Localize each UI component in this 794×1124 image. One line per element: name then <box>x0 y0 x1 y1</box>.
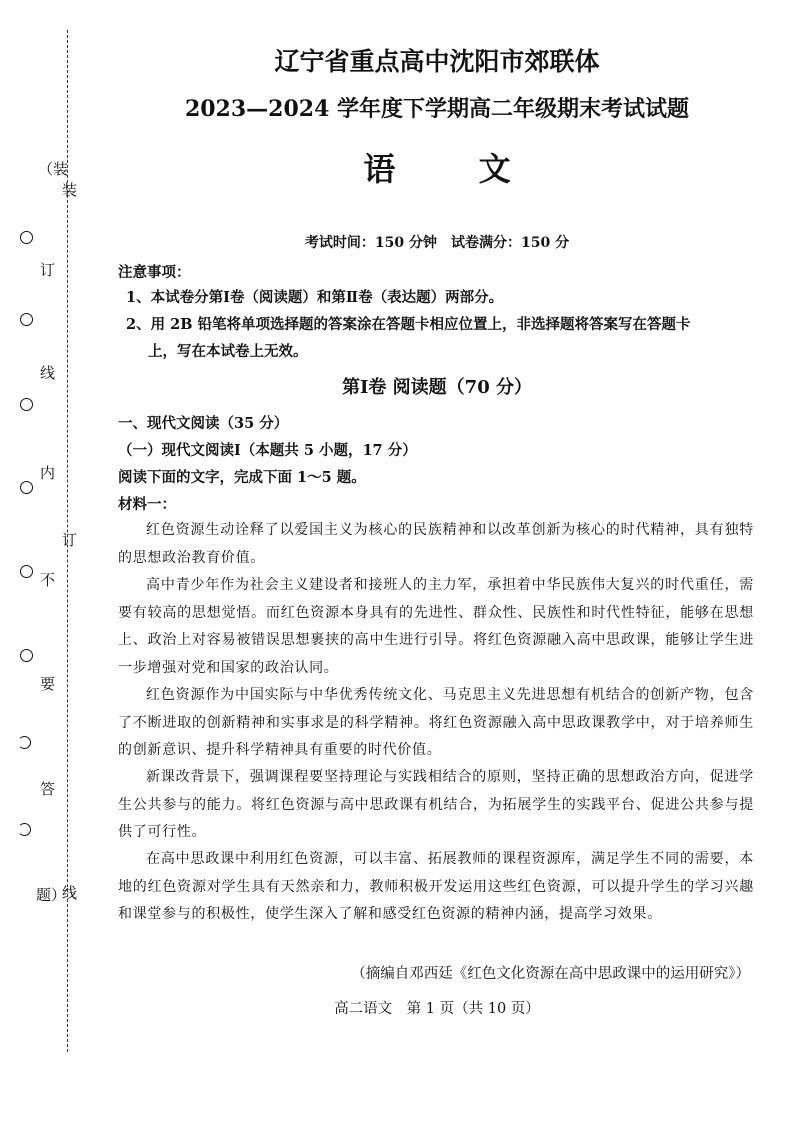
binding-hole <box>18 736 31 749</box>
page-footer: 高二语文 第 1 页（共 10 页） <box>334 1001 540 1017</box>
paragraph: 红色资源作为中国实际与中华优秀传统文化、马克思主义先进思想有机结合的创新产物，包含了不断进取的创新精神和实事求是的科学精神。将红色资源融入高中思政课教学中，对于培养师生的创新意识、提升科学精神具有重要的时代价值。 <box>118 687 754 758</box>
binding-text-left: 内 <box>40 464 56 482</box>
binding-text-right: 线 <box>62 884 78 902</box>
binding-text-left: 题） <box>36 886 67 904</box>
binding-text-right: 装 <box>62 181 78 199</box>
paragraph: 高中青少年作为社会主义建设者和接班人的主力军，承担着中华民族伟大复兴的时代重任，需要有较高的思想觉悟。而红色资源本身具有的先进性、群众性、民族性和时代性特征，能够在思想上、政治上对容易被错误思想裹挟的高中生进行引导。将红色资源融入高中思政课，能够让学生进一步增强对党和国家的政治认同。 <box>118 577 754 676</box>
binding-hole <box>20 313 33 326</box>
material-label: 材料一： <box>118 496 176 513</box>
note-item <box>126 284 740 311</box>
binding-hole <box>18 823 31 836</box>
binding-hole <box>20 231 33 244</box>
binding-text-left: 要 <box>40 675 56 693</box>
exam-subtitle: 2023—2024 学年度下学期高二年级期末考试试题 <box>184 96 690 122</box>
section-heading: 一、现代文阅读（35 分） <box>118 415 289 432</box>
note-text: 1、本试卷分第Ⅰ卷（阅读题）和第Ⅱ卷（表达题）两部分。 <box>126 289 504 306</box>
binding-text-left: 不 <box>40 571 56 589</box>
binding-hole <box>20 481 33 494</box>
subsection-heading: （一）现代文阅读Ⅰ（本题共 5 小题，17 分） <box>118 442 417 459</box>
binding-hole <box>20 565 33 578</box>
binding-hole <box>20 649 33 662</box>
note-text: 上，写在本试卷上无效。 <box>148 343 308 360</box>
part-title: 第Ⅰ卷 阅读题（70 分） <box>341 377 532 398</box>
binding-text-left: 答 <box>40 780 56 798</box>
binding-text-right: 订 <box>62 531 78 549</box>
reading-instruction: 阅读下面的文字，完成下面 1～5 题。 <box>118 469 366 486</box>
paragraph: 在高中思政课中利用红色资源，可以丰富、拓展教师的课程资源库，满足学生不同的需要，本地的红色资源对学生具有天然亲和力，教师积极开发运用这些红色资源，可以提升学生的学习兴趣和课堂参与的积极性，使学生深入了解和感受红色资源的精神内涵，提高学习效果。 <box>118 851 754 922</box>
source-citation: （摘编自邓西廷《红色文化资源在高中思政课中的运用研究》） <box>351 966 750 982</box>
binding-hole <box>20 398 33 411</box>
exam-title: 辽宁省重点高中沈阳市郊联体 <box>274 47 600 76</box>
exam-info: 考试时间：150 分钟 试卷满分：150 分 <box>304 235 570 251</box>
note-item <box>126 311 740 365</box>
subject-title: 语 文 <box>363 150 547 188</box>
binding-text-left: （装 <box>38 160 69 178</box>
paragraph: 新课改背景下，强调课程要坚持理论与实践相结合的原则，坚持正确的思想政治方向，促进学生公共参与的能力。将红色资源与高中思政课有机结合，为拓展学生的实践平台、促进公共参与提供了可行性。 <box>118 769 754 840</box>
paragraph: 红色资源生动诠释了以爱国主义为核心的民族精神和以改革创新为核心的时代精神，具有独特的思想政治教育价值。 <box>118 522 754 566</box>
notes-heading: 注意事项： <box>118 264 191 281</box>
binding-text-left: 订 <box>40 261 56 279</box>
binding-text-left: 线 <box>40 364 56 382</box>
note-text: 2、用 2B 铅笔将单项选择题的答案涂在答题卡相应位置上，非选择题将答案写在答题卡 <box>126 316 691 333</box>
